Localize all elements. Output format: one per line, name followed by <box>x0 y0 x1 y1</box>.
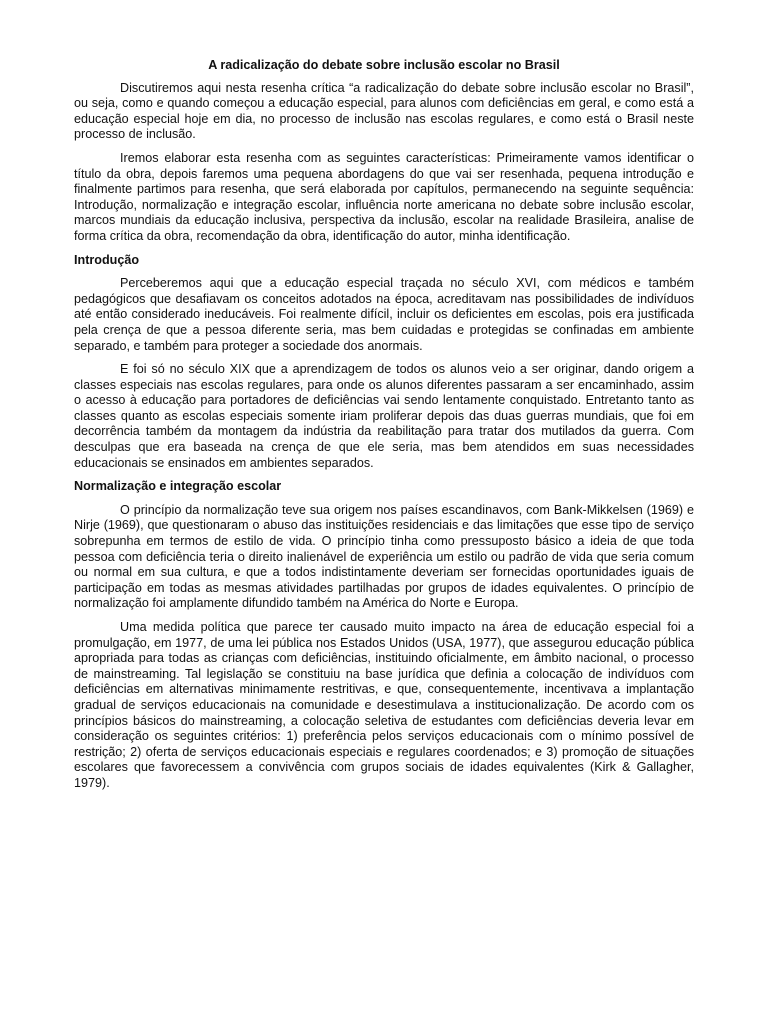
paragraph: Discutiremos aqui nesta resenha crítica “a radicalização do debate sobre inclusão escolar no Brasil”, ou seja, como e quando começou a educação especial, para alunos com deficiências em geral, e como está a educação especial hoje em dia, no processo de inclusão nas escolas regulares, e como está o Brasil neste processo de inclusão. <box>74 80 694 142</box>
document-title: A radicalização do debate sobre inclusão escolar no Brasil <box>208 58 560 72</box>
document-page <box>74 58 694 800</box>
paragraph: E foi só no século XIX que a aprendizagem de todos os alunos veio a ser originar, dando origem a classes especiais nas escolas regulares, para onde os alunos diferentes passaram a ser encaminhado, assim o acesso à educação para portadores de deficiências vai sendo lentamente conquistado. Entretanto tanto as classes quanto as escolas especiais somente iriam proliferar depois das duas guerras mundiais, que foi em decorrência também da montagem da indústria da reabilitação para tratar dos mutilados da guerra. Com desculpas que era baseada na crença de que ele seria, mas bem atendidos em suas necessidades educacionais se ensinados em ambientes separados. <box>74 362 694 470</box>
paragraph: Perceberemos aqui que a educação especial traçada no século XVI, com médicos e também pedagógicos que desafiavam os conceitos adotados na época, acreditavam nas possibilidades de indivíduos até então considerado ineducáveis. Foi realmente difícil, incluir os deficientes em escolas, pois era justificada pela crença de que a pessoa diferente seria, mas bem cuidadas e protegidas se confinadas em ambiente separado, e também para proteger a sociedade dos anormais. <box>74 276 694 353</box>
paragraph: Iremos elaborar esta resenha com as seguintes características: Primeiramente vamos identificar o título da obra, depois faremos uma pequena abordagens do que vai ser resenhada, pequena introdução e finalmente partimos para resenha, que será elaborada por capítulos, permanecendo na seguinte sequência: Introdução, normalização e integração escolar, influência norte americana no debate sobre inclusão escolar, marcos mundiais da educação inclusiva, perspectiva da inclusão, escolar na realidade Brasileira, analise de forma crítica da obra, recomendação da obra, identificação do autor, minha identificação. <box>74 150 694 243</box>
section-heading-introducao: Introdução <box>74 252 140 267</box>
paragraph: Uma medida política que parece ter causado muito impacto na área de educação especial foi a promulgação, em 1977, de uma lei pública nos Estados Unidos (USA, 1977), que assegurou educação pública apropriada para todas as crianças com deficiências, instituindo oficialmente, em âmbito nacional, o processo de mainstreaming. Tal legislação se constituiu na base jurídica que definia a colocação de indivíduos com deficiências em alternativas minimamente restritivas, e que, consequentemente, incentivava a implantação gradual de serviços educacionais na comunidade e desestimulava a institucionalização. De acordo com os princípios básicos do mainstreaming, a colocação seletiva de estudantes com deficiências deveria levar em consideração os seguintes critérios: 1) preferência pelos serviços educacionais com o mínimo possível de restrição; 2) oferta de serviços educacionais especiais e regulares coordenados; e 3) promoção de situações escolares que favorecessem a convivência com grupos sociais de idades equivalentes (Kirk & Gallagher, 1979). <box>74 620 694 790</box>
section-heading-normalizacao: Normalização e integração escolar <box>74 479 282 494</box>
paragraph: O princípio da normalização teve sua origem nos países escandinavos, com Bank-Mikkelsen (1969) e Nirje (1969), que questionaram o abuso das instituições residenciais e das limitações que esse tipo de serviço sobrepunha em termos de estilo de vida. O princípio tinha como pressuposto básico a ideia de que toda pessoa com deficiência teria o direito inalienável de experiência um estilo ou padrão de vida que seria comum ou normal em sua cultura, e que a todos indistintamente deveriam ser fornecidas oportunidades iguais de participação em todas as mesmas atividades partilhadas por grupos de idades equivalentes. O princípio de normalização foi amplamente difundido também na América do Norte e Europa. <box>74 502 694 611</box>
